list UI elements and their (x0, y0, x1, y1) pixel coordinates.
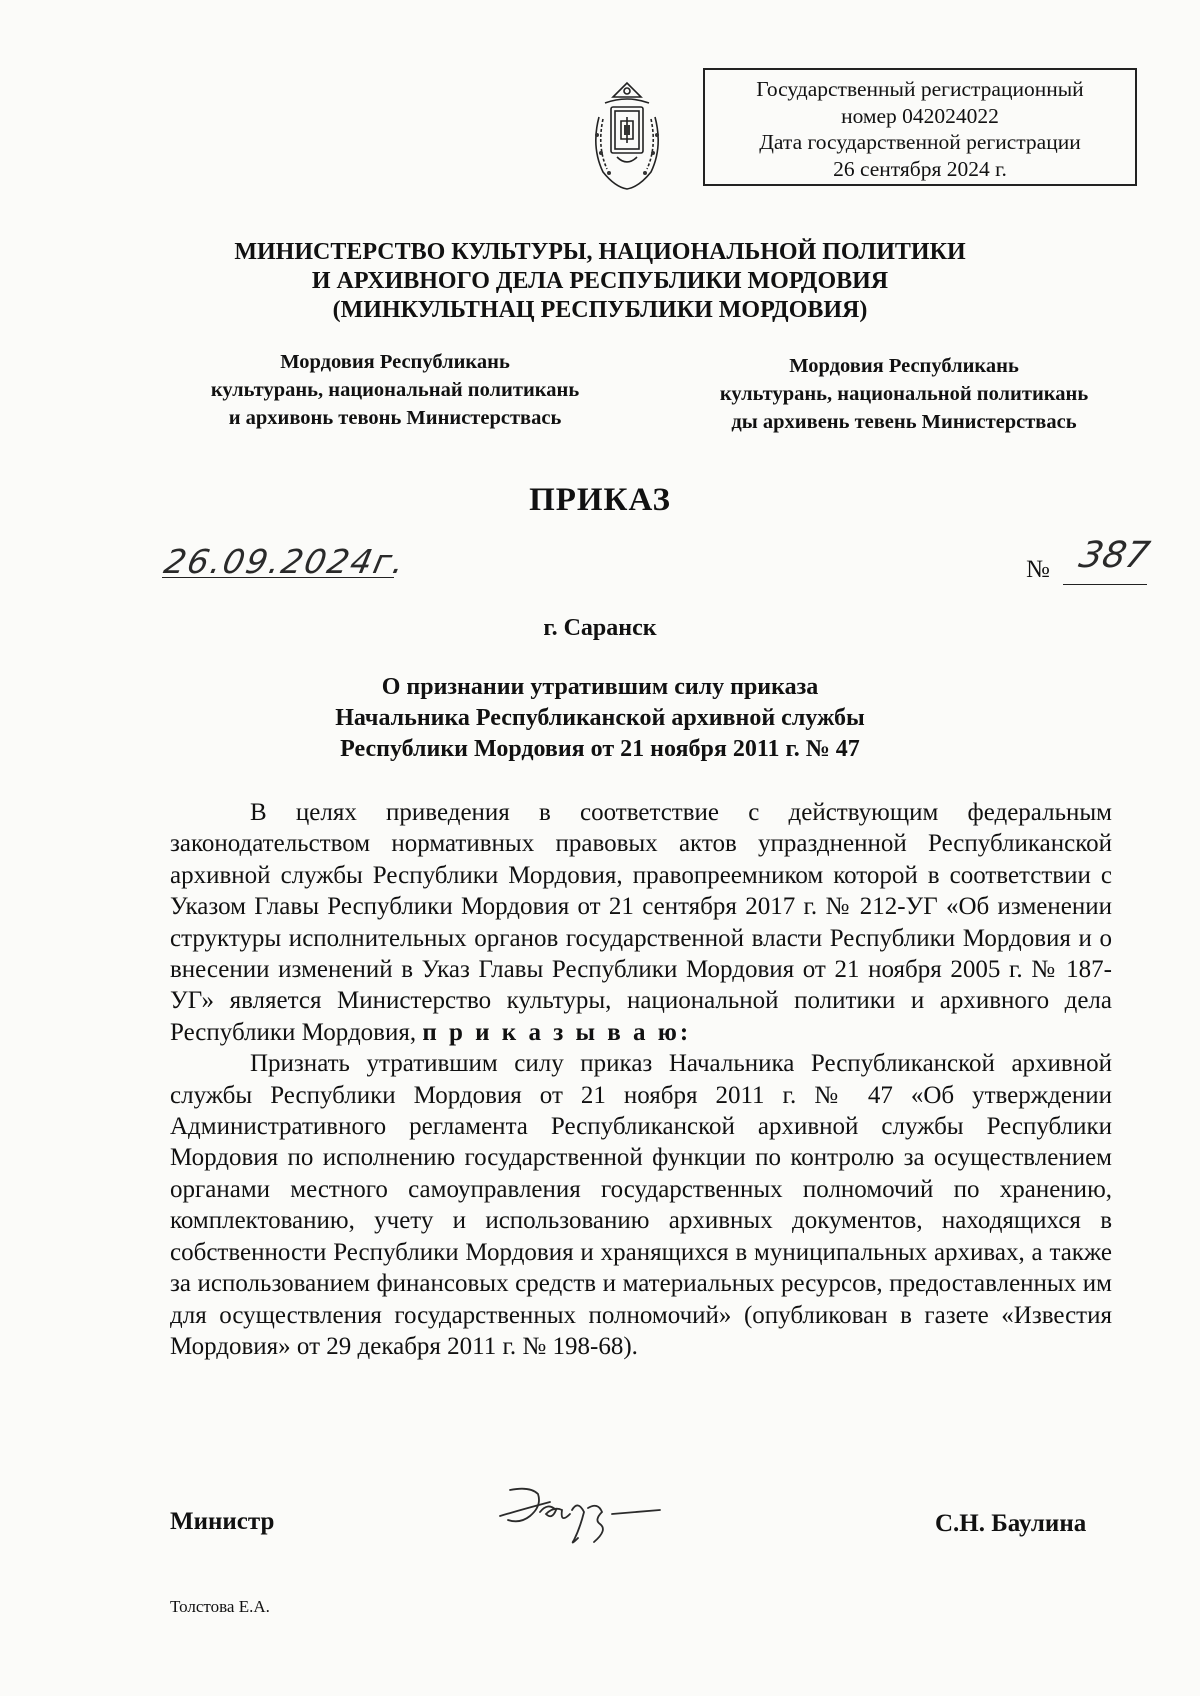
mordovia-coat-of-arms-icon (583, 77, 671, 193)
number-underline (1063, 584, 1147, 585)
orders-word: п р и к а з ы в а ю: (422, 1018, 692, 1046)
subject-line-2: Начальника Республиканской архивной службы (335, 705, 865, 731)
moksha-line-3: и архивонь тевонь Министерствась (228, 407, 562, 429)
ministry-name-line-2: И АРХИВНОГО ДЕЛА РЕСПУБЛИКИ МОРДОВИЯ (311, 268, 889, 294)
document-title: ПРИКАЗ (529, 482, 671, 518)
erzya-line-1: Мордовия Республикань (789, 355, 1019, 377)
ministry-name-erzya (668, 352, 1140, 436)
signer-position: Министр (170, 1508, 275, 1535)
registration-stamp (703, 68, 1137, 186)
registration-line-1: Государственный регистрационный (756, 77, 1084, 101)
erzya-line-2: культурань, национальной политикань (719, 383, 1089, 405)
order-date: 26.09.2024г. (160, 542, 410, 581)
signer-name: С.Н. Баулина (935, 1510, 1087, 1537)
subject-line-1: О признании утратившим силу приказа (381, 674, 819, 700)
order-subject (200, 672, 1000, 765)
date-underline (162, 577, 394, 578)
registration-line-3: Дата государственной регистрации (759, 130, 1081, 154)
number-sign: № (1026, 556, 1050, 583)
city: г. Саранск (543, 615, 657, 641)
preamble-text: В целях приведения в соответствие с действующим федеральным законодательством нормативных правовых актов упраздненной Республиканской архивной службы Республики Мордовия, правопреемником которой в соответствии с Указом Главы Республики Мордовия от 21 сентября 2017 г. № 212-УГ «Об изменении структуры исполнительных органов государственной власти Республики Мордовия и о внесении изменений в Указ Главы Республики Мордовия от 21 ноября 2005 г. № 187-УГ» является Министерство культуры, национальной политики и архивного дела Республики Мордовия, (170, 799, 1112, 1046)
subject-line-3: Республики Мордовия от 21 ноября 2011 г. № 47 (340, 736, 860, 762)
order-body (170, 797, 1112, 1362)
registration-number: номер 042024022 (841, 103, 999, 128)
handwritten-signature-icon (490, 1480, 690, 1550)
order-number: 387 (1075, 535, 1154, 576)
executor-name: Толстова Е.А. (170, 1597, 270, 1616)
ministry-name-line-1: МИНИСТЕРСТВО КУЛЬТУРЫ, НАЦИОНАЛЬНОЙ ПОЛИТИКИ (234, 239, 966, 265)
moksha-line-1: Мордовия Республикань (280, 351, 510, 373)
ministry-name-moksha (160, 348, 630, 432)
ministry-name (150, 238, 1050, 325)
erzya-line-3: ды архивень тевень Министерствась (731, 411, 1077, 433)
registration-date: 26 сентября 2024 г. (833, 156, 1007, 181)
ministry-short-name: (МИНКУЛЬТНАЦ РЕСПУБЛИКИ МОРДОВИЯ) (332, 297, 868, 323)
moksha-line-2: культурань, национальнай политикань (210, 379, 580, 401)
operative-paragraph: Признать утратившим силу приказ Начальника Республиканской архивной службы Республики Мордовия от 21 ноября 2011 г. № 47 «Об утверждении Административного регламента Республиканской архивной службы Республики Мордовия по исполнению государственной функции по контролю за осуществлением органами местного самоуправления государственных полномочий по хранению, комплектованию, учету и использованию архивных документов, находящихся в собственности Республики Мордовия и хранящихся в муниципальных архивах, а также за использованием финансовых средств и материальных ресурсов, предоставленных им для осуществления государственных полномочий» (опубликован в газете «Известия Мордовия» от 29 декабря 2011 г. № 198-68). (170, 1050, 1112, 1360)
preamble-paragraph (170, 797, 1112, 1048)
